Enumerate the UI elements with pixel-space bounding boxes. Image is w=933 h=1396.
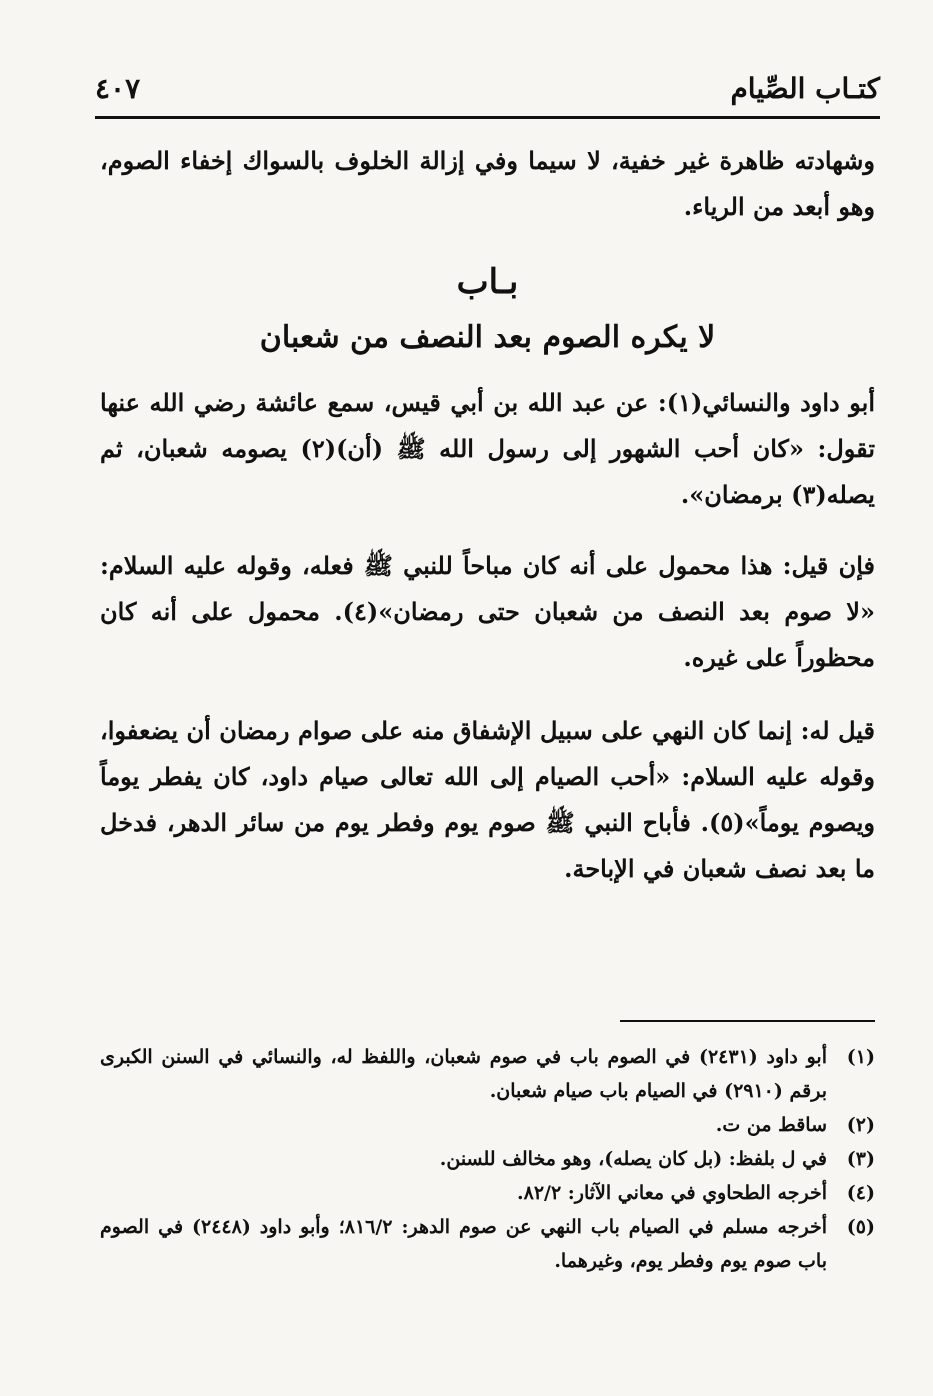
footnote-number: (٣) (846, 1148, 875, 1170)
footnote (100, 1210, 875, 1278)
paragraph-1: أبو داود والنسائي(١): عن عبد الله بن أبي قيس، سمع عائشة رضي الله عنها تقول: «كان أحب الشهور إلى رسول الله ﷺ (أن)(٢) يصومه شعبان، ثم يصله(٣) برمضان». (100, 388, 875, 509)
intro-paragraph: وشهادته ظاهرة غير خفية، لا سيما وفي إزالة الخلوف بالسواك إخفاء الصوم، وهو أبعد من الرياء. (100, 146, 875, 221)
page-number: ٤٠٧ (95, 72, 141, 105)
footnote-number: (٥) (846, 1216, 875, 1238)
running-title: كتـاب الصِّيام (730, 72, 880, 105)
footnote-text: أبو داود (٢٤٣١) في الصوم باب في صوم شعبان، واللفظ له، والنسائي في السنن الكبرى برقم (٢٩١٠) في الصيام باب صيام شعبان. (100, 1046, 827, 1102)
footnote-number: (١) (846, 1046, 875, 1068)
footnote-text: أخرجه الطحاوي في معاني الآثار: ٨٢/٢. (516, 1182, 827, 1204)
page-header (95, 64, 880, 116)
header-rule (95, 116, 880, 119)
footnote (100, 1176, 875, 1210)
footnote-number: (٢) (846, 1114, 875, 1136)
footnote (100, 1108, 875, 1142)
footnote (100, 1142, 875, 1176)
footnotes (100, 1040, 875, 1278)
footnote-rule (620, 1020, 875, 1022)
paragraph-3: قيل له: إنما كان النهي على سبيل الإشفاق منه على صوام رمضان أن يضعفوا، وقوله عليه السلام: «أحب الصيام إلى الله تعالى صيام داود، كان يفطر يوماً ويصوم يوماً»(٥). فأباح النبي ﷺ صوم يوم وفطر يوم من سائر الدهر، فدخل ما بعد نصف شعبان في الإباحة. (100, 716, 875, 883)
footnote (100, 1040, 875, 1108)
footnote-text: أخرجه مسلم في الصيام باب النهي عن صوم الدهر: ٨١٦/٢؛ وأبو داود (٢٤٤٨) في الصوم باب صوم يوم وفطر يوم، وغيرهما. (100, 1216, 827, 1272)
footnote-number: (٤) (846, 1182, 875, 1204)
chapter-label: بـاب (456, 262, 519, 302)
footnote-text: في ل بلفظ: (بل كان يصله)، وهو مخالف للسنن. (439, 1148, 827, 1170)
chapter-title: لا يكره الصوم بعد النصف من شعبان (259, 320, 716, 355)
paragraph-2: فإن قيل: هذا محمول على أنه كان مباحاً للنبي ﷺ فعله، وقوله عليه السلام: «لا صوم بعد النصف من شعبان حتى رمضان»(٤). محمول على أنه كان محظوراً على غيره. (100, 551, 875, 672)
footnote-text: ساقط من ت. (715, 1114, 827, 1136)
